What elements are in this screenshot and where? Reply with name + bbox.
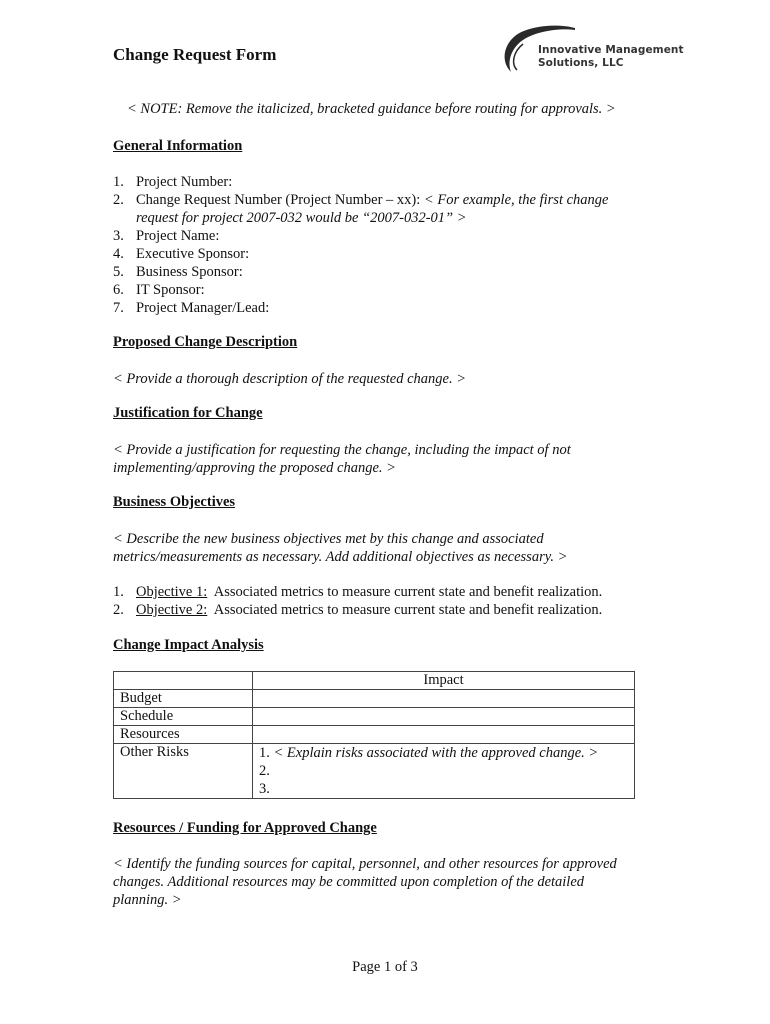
table-row <box>114 672 635 690</box>
justification-guidance-line2: implementing/approving the proposed change. > <box>113 460 396 476</box>
proposed-change-guidance: < Provide a thorough description of the requested change. > <box>113 371 467 387</box>
logo-name-line2: Solutions, LLC <box>538 57 624 69</box>
list-item-it-sponsor: 6. IT Sponsor: <box>113 282 205 298</box>
list-item-change-request-example: request for project 2007-032 would be “2007-032-01” > <box>136 210 467 226</box>
list-item-project-number: 1. Project Number: <box>113 174 233 190</box>
budget-impact-cell <box>253 690 635 708</box>
objective-item: 2. Objective 2: Associated metrics to measure current state and benefit realization. <box>113 602 603 618</box>
other-risks-impact-cell <box>253 744 635 799</box>
risk-line-1: 1. < Explain risks associated with the approved change. > <box>259 745 599 761</box>
guidance-note: < NOTE: Remove the italicized, bracketed guidance before routing for approvals. > <box>127 101 616 117</box>
resources-guidance-line3: planning. > <box>113 892 182 908</box>
proposed-change-heading: Proposed Change Description <box>113 334 298 350</box>
list-item-project-name: 3. Project Name: <box>113 228 220 244</box>
objectives-guidance-line1: < Describe the new business objectives met by this change and associated <box>113 531 544 547</box>
table-row <box>114 726 635 744</box>
list-item-business-sponsor: 5. Business Sponsor: <box>113 264 243 280</box>
table-cell-empty <box>114 672 253 690</box>
justification-heading: Justification for Change <box>113 405 263 421</box>
page-number: Page 1 of 3 <box>352 959 418 975</box>
table-row <box>114 744 635 799</box>
impact-column-header: Impact <box>253 672 635 690</box>
row-label-other-risks: Other Risks <box>114 744 253 799</box>
list-item-change-request-number: 2. Change Request Number (Project Number – xx): < For example, the first change <box>113 192 609 208</box>
objective-item: 1. Objective 1: Associated metrics to measure current state and benefit realization. <box>113 584 603 600</box>
business-objectives-heading: Business Objectives <box>113 494 236 510</box>
page-title: Change Request Form <box>113 45 277 64</box>
general-information-heading: General Information <box>113 138 243 154</box>
list-item-executive-sponsor: 4. Executive Sponsor: <box>113 246 250 262</box>
change-impact-heading: Change Impact Analysis <box>113 637 264 653</box>
row-label-resources: Resources <box>114 726 253 744</box>
company-logo <box>497 22 684 78</box>
resources-funding-heading: Resources / Funding for Approved Change <box>113 820 377 836</box>
schedule-impact-cell <box>253 708 635 726</box>
list-item-project-manager: 7. Project Manager/Lead: <box>113 300 270 316</box>
risk-line-2: 2. <box>259 763 270 779</box>
objectives-guidance-line2: metrics/measurements as necessary. Add additional objectives as necessary. > <box>113 549 568 565</box>
row-label-schedule: Schedule <box>114 708 253 726</box>
resources-guidance-line2: changes. Additional resources may be committed upon completion of the detailed <box>113 874 585 890</box>
general-information-list <box>113 173 608 317</box>
objectives-list <box>113 583 602 619</box>
logo-name-line1: Innovative Management <box>538 44 684 56</box>
justification-guidance-line1: < Provide a justification for requesting the change, including the impact of not <box>113 442 571 458</box>
row-label-budget: Budget <box>114 690 253 708</box>
table-row <box>114 690 635 708</box>
table-row <box>114 708 635 726</box>
risk-line-3: 3. <box>259 781 270 797</box>
resources-guidance-line1: < Identify the funding sources for capital, personnel, and other resources for approved <box>113 856 617 872</box>
impact-table <box>113 671 635 799</box>
resources-impact-cell <box>253 726 635 744</box>
